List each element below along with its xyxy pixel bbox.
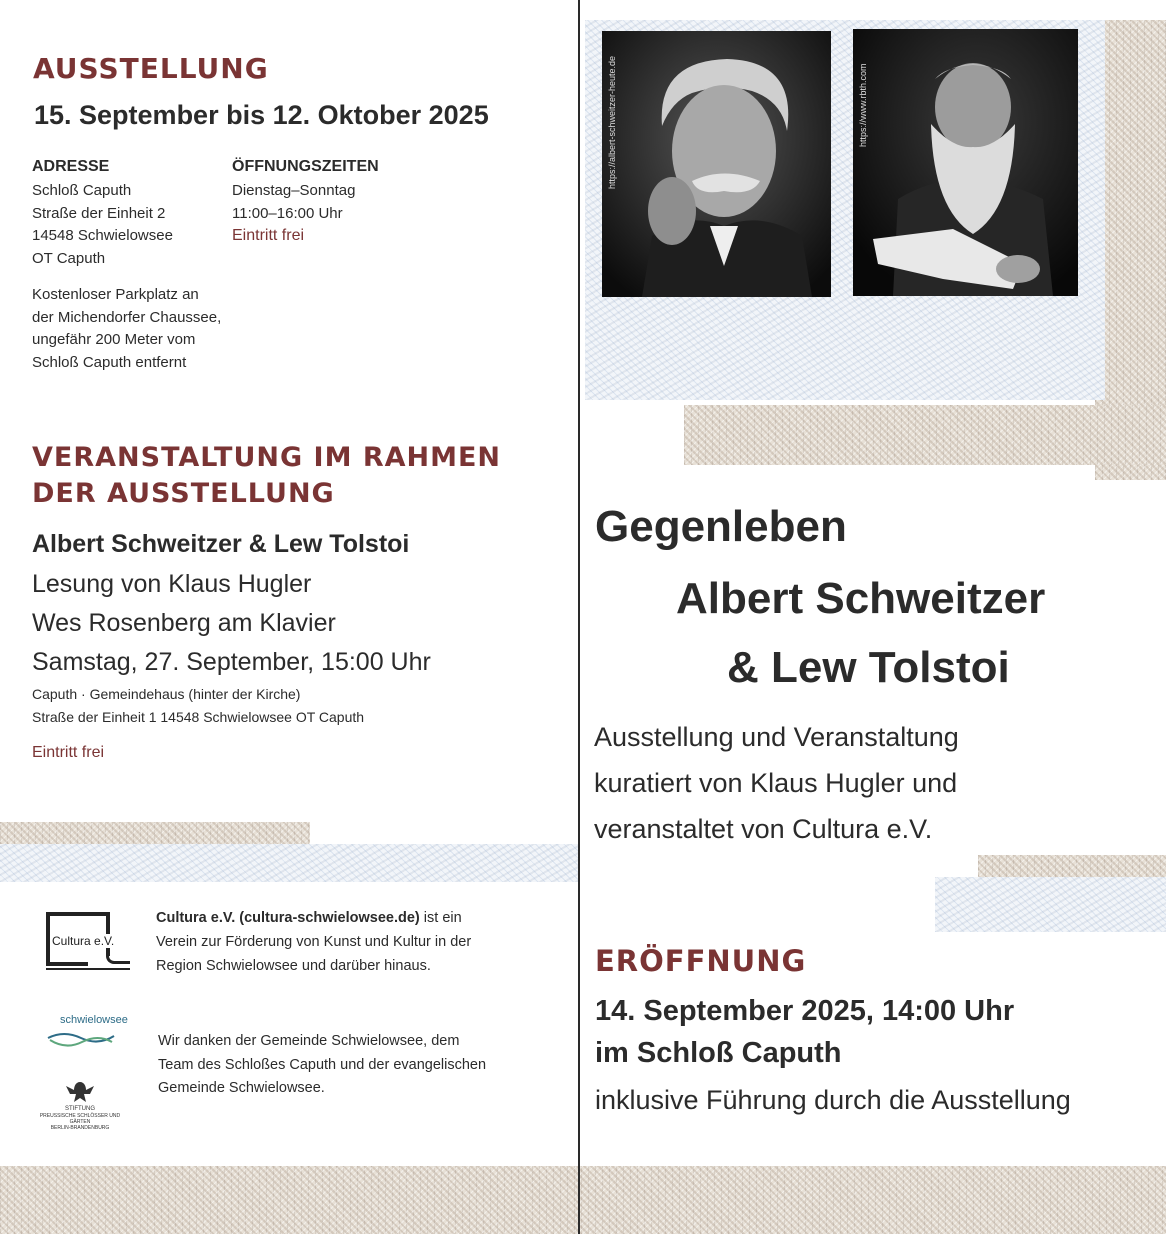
event-reading: Lesung von Klaus Hugler <box>32 570 312 598</box>
title-line-1: Gegenleben <box>595 502 847 551</box>
exhibition-dates: 15. September bis 12. Oktober 2025 <box>34 100 489 130</box>
subtitle-line: veranstaltet von Cultura e.V. <box>594 814 933 844</box>
event-piano: Wes Rosenberg am Klavier <box>32 609 336 637</box>
subtitle <box>594 714 959 852</box>
address-line: Schloß Caputh <box>32 182 132 199</box>
hours-block <box>232 180 355 248</box>
photo-credit: https://www.rbth.com <box>858 63 868 147</box>
address-heading: ADRESSE <box>32 158 110 175</box>
cultura-desc: Verein zur Förderung von Kunst und Kultur in der <box>156 934 472 950</box>
subtitle-line: kuratiert von Klaus Hugler und <box>594 768 958 798</box>
fold-divider <box>578 0 580 1234</box>
thanks-line: Gemeinde Schwielowsee. <box>158 1080 325 1096</box>
thanks-line: Wir danken der Gemeinde Schwielowsee, dem <box>158 1033 460 1049</box>
texture-band <box>0 1166 1166 1234</box>
event-venue: Caputh · Gemeindehaus (hinter der Kirche) <box>32 686 301 702</box>
stiftung-logo <box>30 1078 130 1131</box>
event-heading-line: VERANSTALTUNG IM RAHMEN <box>32 442 502 473</box>
texture-band <box>684 405 1166 465</box>
texture-band <box>978 855 1166 877</box>
opening-heading: ERÖFFNUNG <box>595 944 807 978</box>
event-venue-address: Straße der Einheit 1 14548 Schwielowsee OT Caputh <box>32 709 365 725</box>
event-entry: Eintritt frei <box>32 744 105 761</box>
cultura-logo-text: Cultura e.V. <box>52 934 115 948</box>
stiftung-line: BERLIN-BRANDENBURG <box>50 1125 110 1131</box>
event-title: Albert Schweitzer & Lew Tolstoi <box>32 530 410 558</box>
title-line-2: Albert Schweitzer <box>676 574 1046 623</box>
texture-band <box>935 877 1166 932</box>
hours-entry: Eintritt frei <box>232 227 305 244</box>
parking-line: ungefähr 200 Meter vom <box>32 331 196 348</box>
hours-time: 11:00–16:00 Uhr <box>232 204 343 222</box>
parking-line: Kostenloser Parkplatz an <box>32 286 199 303</box>
photo-albert-schweitzer <box>602 31 831 297</box>
texture-band <box>0 844 578 882</box>
photo-lew-tolstoi <box>853 29 1078 296</box>
photo-credit: https://albert-schweitzer-heute.de <box>607 55 617 189</box>
thanks-note <box>158 1030 486 1101</box>
cultura-logo <box>46 912 130 972</box>
stiftung-line: PREUSSISCHE SCHLÖSSER UND GÄRTEN <box>39 1113 121 1125</box>
address-line: Straße der Einheit 2 <box>32 204 166 222</box>
schwielowsee-logo-text: schwielowsee <box>60 1014 128 1026</box>
opening-place: im Schloß Caputh <box>595 1037 842 1069</box>
address-line: 14548 Schwielowsee <box>32 227 173 244</box>
cultura-desc: ist ein <box>419 910 462 926</box>
opening-date: 14. September 2025, 14:00 Uhr <box>595 995 1015 1027</box>
texture-band <box>0 822 310 844</box>
schwielowsee-logo <box>46 1012 146 1050</box>
event-heading-line: DER AUSSTELLUNG <box>32 478 335 509</box>
eagle-icon <box>62 1078 98 1106</box>
thanks-line: Team des Schloßes Caputh und der evangelischen <box>158 1056 487 1073</box>
parking-info <box>32 284 221 374</box>
cultura-description <box>156 906 566 978</box>
title-line-3: & Lew Tolstoi <box>727 643 1010 692</box>
address-line: OT Caputh <box>32 249 106 267</box>
wave-icon <box>46 1028 116 1050</box>
cultura-name: Cultura e.V. (cultura-schwielowsee.de) <box>156 910 420 926</box>
subtitle-line: Ausstellung und Veranstaltung <box>594 722 959 752</box>
hours-days: Dienstag–Sonntag <box>232 182 356 199</box>
address-block <box>32 180 173 270</box>
exhibition-heading: AUSSTELLUNG <box>33 52 269 85</box>
parking-line: der Michendorfer Chaussee, <box>32 308 222 326</box>
stiftung-line: STIFTUNG <box>65 1106 95 1112</box>
opening-note: inklusive Führung durch die Ausstellung <box>595 1085 1071 1115</box>
hours-heading: ÖFFNUNGSZEITEN <box>232 158 379 175</box>
event-date: Samstag, 27. September, 15:00 Uhr <box>32 648 431 676</box>
parking-line: Schloß Caputh entfernt <box>32 353 187 371</box>
cultura-desc: Region Schwielowsee und darüber hinaus. <box>156 958 431 974</box>
event-heading <box>32 440 501 512</box>
